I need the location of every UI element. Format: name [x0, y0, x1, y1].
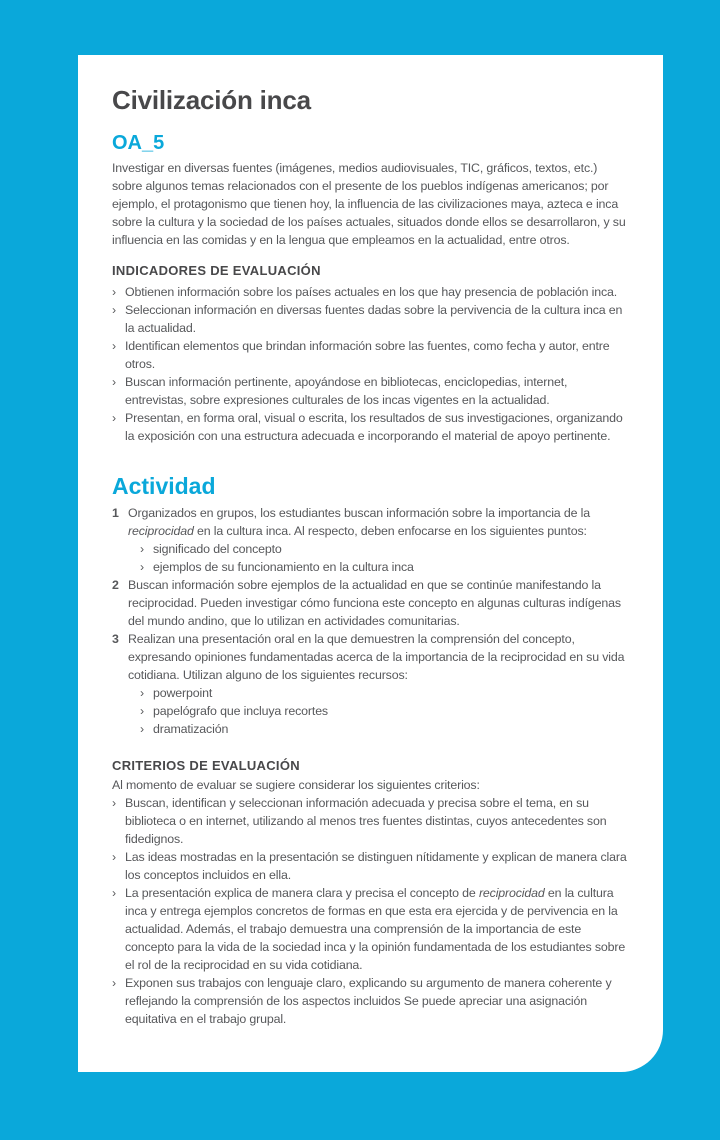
- list-item: [112, 794, 630, 848]
- numbered-item: [112, 504, 630, 576]
- list-item-text: Las ideas mostradas en la presentación se distinguen nítidamente y explican de manera clara los conceptos incluidos en ella.: [125, 850, 627, 882]
- chevron-bullet-icon: ›: [140, 704, 144, 718]
- item-number: 1: [112, 506, 119, 520]
- chevron-bullet-icon: ›: [112, 285, 116, 299]
- actividad-section: [112, 473, 630, 738]
- list-item: [112, 848, 630, 884]
- chevron-bullet-icon: ›: [112, 850, 116, 864]
- chevron-bullet-icon: ›: [112, 886, 116, 900]
- list-item: [112, 884, 630, 974]
- oa-section: [112, 132, 630, 249]
- sub-list-item: [140, 540, 630, 558]
- sub-list-item: [140, 720, 630, 738]
- actividad-heading: Actividad: [112, 473, 216, 499]
- italic-term: reciprocidad: [128, 524, 194, 538]
- numbered-item: [112, 576, 630, 630]
- list-item-text: Buscan información pertinente, apoyándose en bibliotecas, enciclopedias, internet, entrevistas, sobre expresiones culturales de los incas vigentes en la actualidad.: [125, 375, 568, 407]
- italic-term: reciprocidad: [478, 886, 545, 900]
- sub-list: [140, 540, 630, 576]
- list-item-text: Seleccionan información en diversas fuentes dadas sobre la pervivencia de la cultura inca en la actualidad.: [125, 303, 623, 335]
- oa-description: Investigar en diversas fuentes (imágenes, medios audiovisuales, TIC, gráficos, textos, etc.) sobre algunos temas relacionados con el presente de los pueblos indígenas americanos; por ejemplo, el protagonismo que tienen hoy, la influencia de las civilizaciones maya, azteca e inca sobre la cultura y la sociedad de los países actuales, situados donde ellos se desarrollaron, y su influencia en las comidas y en la lengua que empleamos en la actualidad, entre otros.: [112, 161, 626, 247]
- list-item-text: Identifican elementos que brindan información sobre las fuentes, como fecha y autor, entre otros.: [125, 339, 610, 371]
- criterios-section: [112, 758, 630, 1028]
- list-item-text: Exponen sus trabajos con lenguaje claro, explicando su argumento de manera coherente y reflejando la comprensión de los aspectos incluidos Se puede apreciar una asignación equitativa en el trabajo grupal.: [125, 976, 612, 1026]
- chevron-bullet-icon: ›: [140, 686, 144, 700]
- list-item-text: significado del concepto: [153, 542, 282, 556]
- item-text: [128, 504, 630, 576]
- item-number: 2: [112, 578, 119, 592]
- item-text: [128, 630, 630, 738]
- chevron-bullet-icon: ›: [112, 339, 116, 353]
- sub-list-item: [140, 684, 630, 702]
- list-item-text: Presentan, en forma oral, visual o escrita, los resultados de sus investigaciones, organizando la exposición con una estructura adecuada e incorporando el material de apoyo pertinente.: [125, 411, 623, 443]
- oa-heading: OA_5: [112, 132, 165, 154]
- chevron-bullet-icon: ›: [112, 796, 116, 810]
- indicadores-section: [112, 263, 630, 445]
- list-item: [112, 337, 630, 373]
- chevron-bullet-icon: ›: [140, 542, 144, 556]
- numbered-item: [112, 630, 630, 738]
- list-item-text: powerpoint: [153, 686, 213, 700]
- list-item-text: [125, 884, 630, 974]
- list-item: [112, 409, 630, 445]
- list-item-text: Obtienen información sobre los países actuales en los que hay presencia de población inca.: [125, 285, 618, 299]
- list-item: [112, 283, 630, 301]
- page-title: Civilización inca: [112, 85, 311, 115]
- indicadores-list: [112, 283, 630, 445]
- indicadores-heading: INDICADORES DE EVALUACIÓN: [112, 263, 321, 278]
- actividad-list: [112, 504, 630, 738]
- list-item-text: Buscan, identifican y seleccionan información adecuada y precisa sobre el tema, en su biblioteca o en internet, utilizando al menos tres fuentes distintas, cuyos antecedentes son fidedignos.: [125, 796, 607, 846]
- item-text-part: Realizan una presentación oral en la que demuestren la comprensión del concepto, expresando opiniones fundamentadas acerca de la importancia de la reciprocidad en su vida cotidiana. Utilizan alguno de los siguientes recursos:: [128, 632, 625, 682]
- item-text-part: La presentación explica de manera clara y precisa el concepto de: [125, 886, 479, 900]
- item-text: Buscan información sobre ejemplos de la actualidad en que se continúe manifestando la reciprocidad. Pueden investigar cómo funciona este concepto en algunas culturas indígenas del mundo andino, que lo utilizan en actividades comunitarias.: [128, 578, 621, 628]
- item-text-part: en la cultura inca. Al respecto, deben enfocarse en los siguientes puntos:: [193, 524, 587, 538]
- list-item-text: ejemplos de su funcionamiento en la cultura inca: [153, 560, 414, 574]
- worksheet-page: [78, 55, 663, 1072]
- sub-list-item: [140, 702, 630, 720]
- chevron-bullet-icon: ›: [140, 560, 144, 574]
- list-item-text: papelógrafo que incluya recortes: [153, 704, 328, 718]
- list-item: [112, 301, 630, 337]
- chevron-bullet-icon: ›: [140, 722, 144, 736]
- criterios-heading: CRITERIOS DE EVALUACIÓN: [112, 758, 300, 773]
- list-item: [112, 974, 630, 1028]
- sub-list-item: [140, 558, 630, 576]
- item-text-part: en la cultura inca y entrega ejemplos concretos de formas en que esta era ejercida y de pervivencia en la actualidad. Además, el trabajo demuestra una comprensión de la importancia de este concepto para la vida de la sociedad inca y la opinión fundamentada de los estudiantes sobre el rol de la reciprocidad en su vida cotidiana.: [125, 886, 626, 972]
- item-text-part: Organizados en grupos, los estudiantes buscan información sobre la importancia de la: [128, 506, 590, 520]
- criterios-intro: Al momento de evaluar se sugiere considerar los siguientes criterios:: [112, 778, 480, 792]
- criterios-list: [112, 794, 630, 1028]
- list-item-text: dramatización: [153, 722, 229, 736]
- chevron-bullet-icon: ›: [112, 411, 116, 425]
- chevron-bullet-icon: ›: [112, 976, 116, 990]
- list-item: [112, 373, 630, 409]
- sub-list: [140, 684, 630, 738]
- chevron-bullet-icon: ›: [112, 375, 116, 389]
- item-number: 3: [112, 632, 119, 646]
- chevron-bullet-icon: ›: [112, 303, 116, 317]
